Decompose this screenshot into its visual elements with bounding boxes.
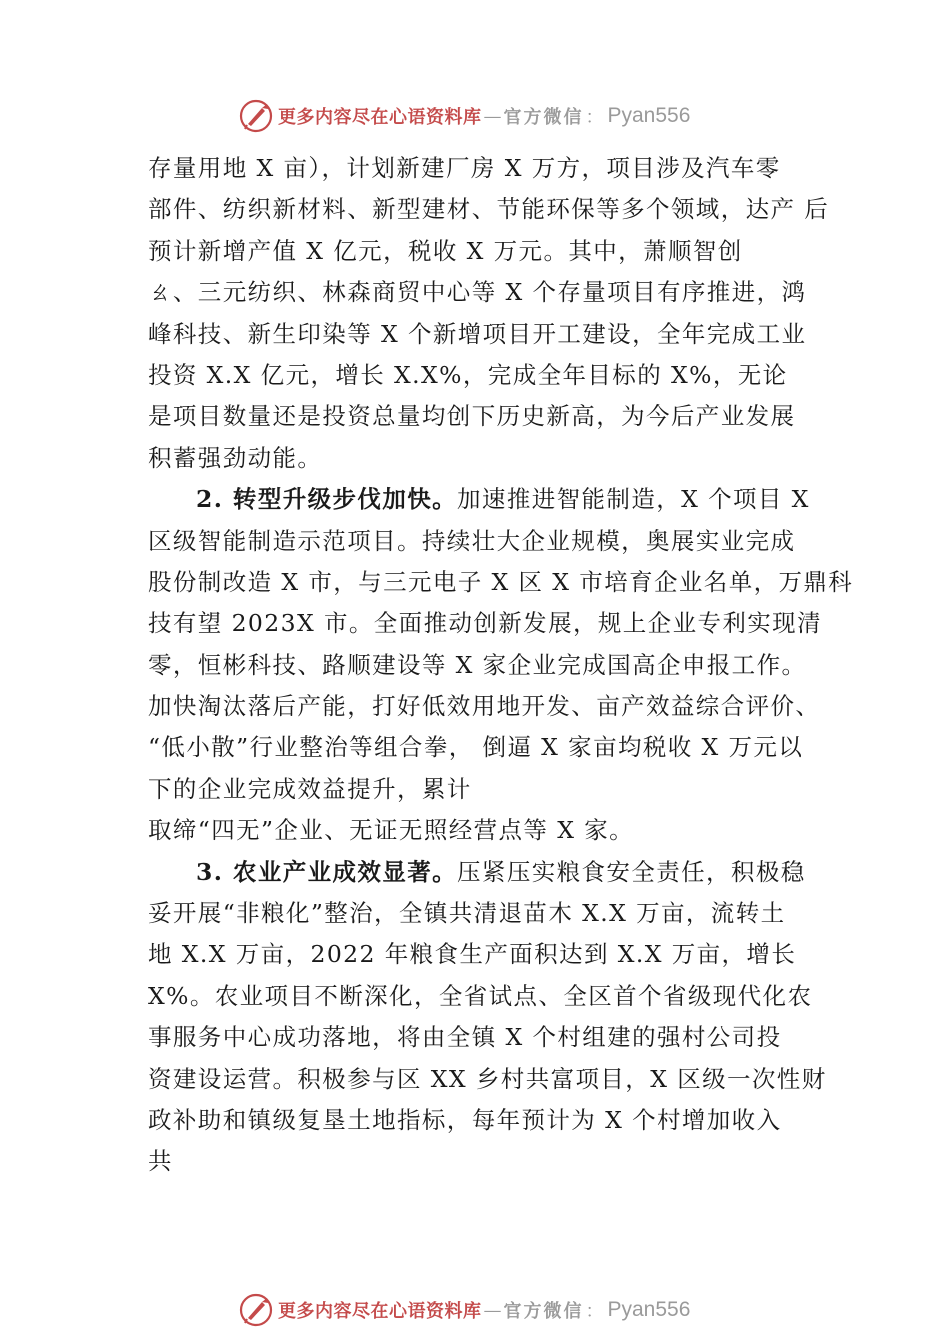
quill-logo-icon [238, 1292, 274, 1328]
watermark-dash: — [483, 105, 502, 127]
section-heading-3: 3. 农业产业成效显著。 [196, 857, 458, 886]
text-line: X%。农业项目不断深化，全省试点、全区首个省级现代化农 [148, 981, 813, 1010]
watermark-wechat-id: Pyan556 [607, 1298, 691, 1321]
text-line: 资建设运营。积极参与区 XX 乡村共富项目，X 区级一次性财 [148, 1064, 827, 1093]
text-line: 取缔“四无”企业、无证无照经营点等 X 家。 [148, 816, 634, 845]
text-run: 压紧压实粮食安全责任，积极稳 [457, 857, 806, 886]
watermark-label: 官方微信 [503, 1301, 584, 1322]
paragraph-1 [148, 148, 828, 479]
text-line: 零，恒彬科技、路顺建设等 X 家企业完成国高企申报工作。 [148, 650, 807, 679]
watermark-brand: 更多内容尽在心语资料库 [278, 1301, 482, 1322]
text-line: 部件、纺织新材料、新型建材、节能环保等多个领域，达产 后 [148, 195, 830, 224]
text-run: 加速推进智能制造，X 个项目 X [457, 485, 810, 514]
text-line: 存量用地 X 亩），计划新建厂房 X 万方，项目涉及汽车零 [148, 154, 781, 182]
text-line: 技有望 2023X 市。全面推动创新发展，规上企业专利实现清 [148, 609, 822, 638]
text-line: 下的企业完成效益提升，累计 [148, 774, 472, 803]
quill-logo-icon [238, 98, 274, 134]
text-line: 政补助和镇级复垦土地指标，每年预计为 X 个村增加收入 [148, 1105, 782, 1134]
text-line: 加快淘汰落后产能，打好低效用地开发、亩产效益综合评价、 [148, 692, 821, 721]
text-line [148, 479, 828, 520]
header-watermark [238, 96, 690, 136]
text-line: 是项目数量还是投资总量均创下历史新高，为今后产业发展 [148, 402, 796, 431]
watermark-separator: ： [585, 107, 604, 128]
text-line: 预计新增产值 X 亿元，税收 X 万元。其中，萧顺智创 [148, 236, 743, 265]
text-line: ㄠ、三元纺织、林森商贸中心等 X 个存量项目有序推进，鸿 [148, 278, 807, 307]
watermark-dash: — [483, 1299, 502, 1321]
paragraph-3 [148, 852, 828, 1183]
text-line: 投资 X.X 亿元，增长 X.X%，完成全年目标的 X%，无论 [148, 360, 788, 389]
watermark-brand: 更多内容尽在心语资料库 [278, 107, 482, 128]
text-line: 妥开展“非粮化”整治，全镇共清退苗木 X.X 万亩，流转土 [148, 899, 786, 928]
section-heading-2: 2. 转型升级步伐加快。 [196, 485, 458, 514]
watermark-label: 官方微信 [503, 107, 584, 128]
text-line: 峰科技、新生印染等 X 个新增项目开工建设，全年完成工业 [148, 319, 807, 348]
footer-watermark [238, 1290, 690, 1330]
text-line: “低小散”行业整治等组合拳， 倒逼 X 家亩均税收 X 万元以 [148, 733, 804, 762]
watermark-wechat-id: Pyan556 [607, 104, 691, 127]
text-line: 区级智能制造示范项目。持续壮大企业规模，奥展实业完成 [148, 526, 796, 555]
text-line: 积蓄强劲动能。 [148, 443, 323, 472]
paragraph-2 [148, 479, 854, 852]
text-line [148, 852, 828, 893]
text-line: 股份制改造 X 市，与三元电子 X 区 X 市培育企业名单，万鼎科 [148, 567, 854, 596]
text-line: 事服务中心成功落地，将由全镇 X 个村组建的强村公司投 [148, 1023, 782, 1052]
document-body [148, 148, 854, 1183]
text-line: 地 X.X 万亩，2022 年粮食生产面积达到 X.X 万亩，增长 [148, 940, 797, 969]
text-line: 共 [148, 1147, 173, 1176]
watermark-separator: ： [585, 1301, 604, 1322]
